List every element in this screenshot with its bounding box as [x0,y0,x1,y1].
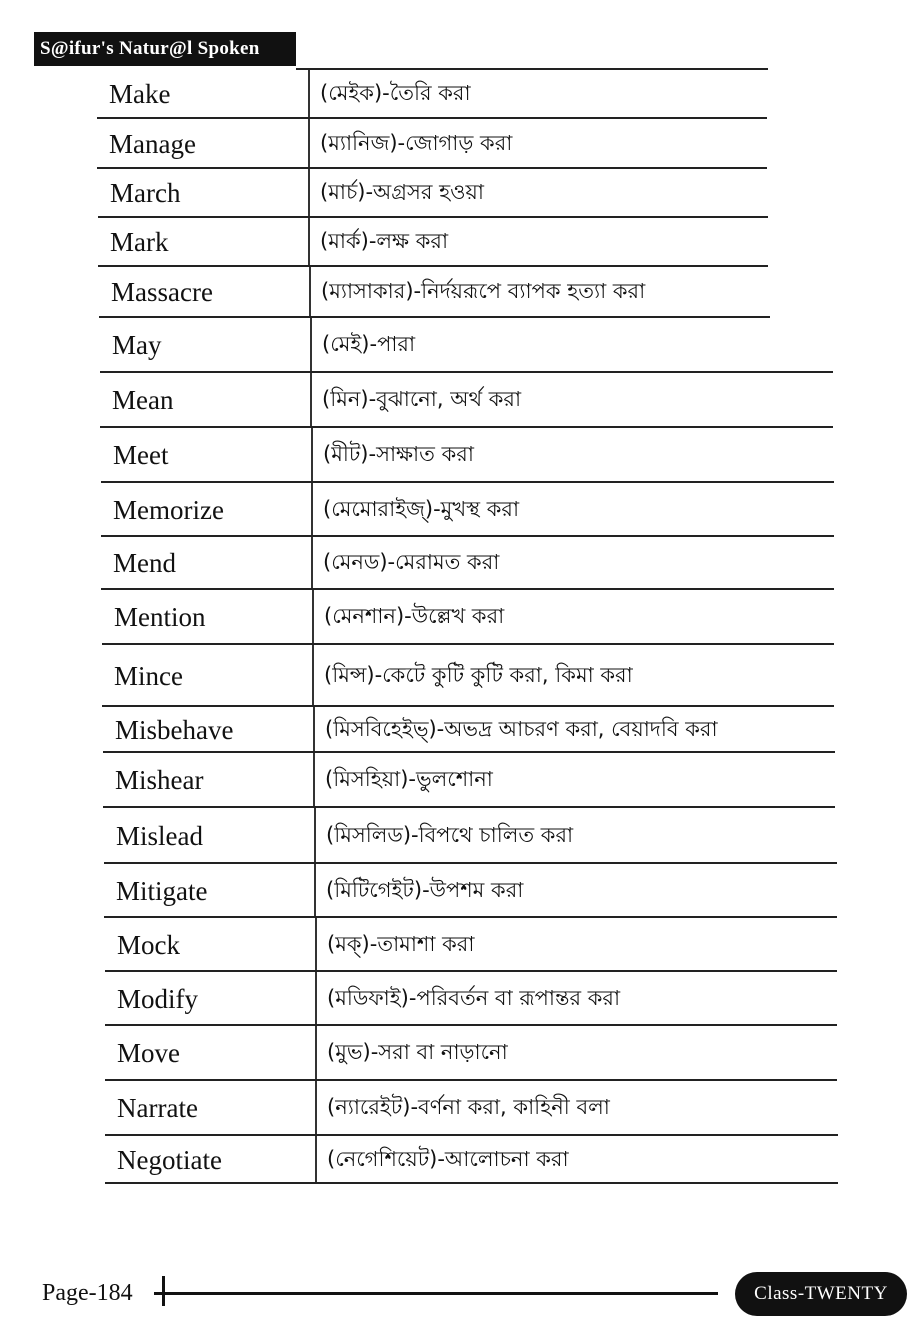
column-divider [310,373,312,428]
vocab-row [97,119,767,169]
vocab-word: Mince [114,660,183,691]
book-title-badge: S@ifur's Natur@l Spoken [34,32,296,66]
vocab-row [102,645,834,707]
vocab-meaning: (মার্ক)-লক্ষ করা [320,229,449,253]
vocab-row [105,1026,837,1081]
vocab-word: Make [109,79,171,109]
vocab-word: Mean [112,385,174,415]
vocab-row [101,428,834,483]
vocab-row [105,1136,838,1184]
vocab-meaning: (মেনশান)-উল্লেখ করা [324,604,505,628]
vocab-meaning: (ম্যানিজ)-জোগাড় করা [320,130,513,155]
vocab-meaning: (মিন)-বুঝানো, অর্থ করা [322,387,522,411]
row-rule [105,1182,838,1184]
vocab-meaning: (ম্যাসাকার)-নির্দয়রূপে ব্যাপক হত্যা করা [321,279,646,303]
column-divider [310,318,312,373]
column-divider [315,1026,317,1081]
vocab-row [101,483,834,537]
vocab-meaning: (মিসলিড)-বিপথে চালিত করা [326,822,574,847]
vocab-meaning: (মীট)-সাক্ষাত করা [323,442,474,466]
vocab-row [104,864,837,918]
vocab-row [103,753,835,808]
vocab-row [103,707,835,753]
vocab-row [98,169,768,218]
vocab-meaning: (মেনড)-মেরামত করা [323,550,500,574]
column-divider [308,169,310,218]
vocab-word: Modify [117,983,198,1014]
footer-cross-mark [154,1276,174,1306]
vocab-word: Meet [113,440,169,470]
column-divider [311,537,313,590]
column-divider [312,590,314,645]
column-divider [313,753,315,808]
vocab-meaning: (ন্যারেইট)-বর্ণনা করা, কাহিনী বলা [327,1095,610,1119]
vocab-row [104,808,837,864]
vocab-row [102,590,834,645]
vocab-meaning: (মুভ)-সরা বা নাড়ানো [327,1040,508,1064]
footer-rule [172,1292,718,1295]
vocab-word: Massacre [111,277,213,307]
column-divider [308,119,310,169]
vocab-word: Mark [110,227,169,257]
vocab-word: Mitigate [116,875,208,906]
vocab-meaning: (মেই)-পারা [322,332,416,356]
vocab-word: Manage [109,128,196,159]
vocab-meaning: (মেমোরাইজ্)-মুখস্থ করা [323,496,520,521]
column-divider [314,808,316,864]
vocab-word: March [110,178,181,208]
vocab-meaning: (নেগেশিয়েট)-আলোচনা করা [327,1146,569,1171]
vocab-row [101,537,834,590]
vocab-word: Mishear [115,765,204,795]
vocab-meaning: (মক্)-তামাশা করা [327,931,475,956]
vocab-row [105,972,837,1026]
vocab-word: Mention [114,602,206,632]
vocab-row [100,318,833,373]
vocab-meaning: (মেইক)-তৈরি করা [320,81,471,105]
vocab-row [98,218,768,267]
column-divider [315,1136,317,1184]
column-divider [308,70,310,119]
vocab-meaning: (মিসহিয়া)-ভুলশোনা [325,767,493,791]
vocab-meaning: (মডিফাই)-পরিবর্তন বা রূপান্তর করা [327,985,621,1010]
vocab-meaning: (মার্চ)-অগ্রসর হওয়া [320,180,485,204]
page-number: Page-184 [42,1280,133,1306]
vocab-word: Misbehave [115,714,234,745]
column-divider [315,1081,317,1136]
vocab-row [97,70,767,119]
column-divider [314,864,316,918]
vocab-word: May [112,330,162,360]
column-divider [309,267,311,318]
vocab-word: Mend [113,548,176,578]
column-divider [311,428,313,483]
vocab-word: Mislead [116,820,203,851]
vocab-row [105,918,837,972]
vocab-word: Move [117,1038,180,1068]
vocab-meaning: (মিসবিহেইভ্)-অভদ্র আচরণ করা, বেয়াদবি করা [325,716,718,741]
vocab-row [99,267,770,318]
vocab-word: Negotiate [117,1144,222,1175]
class-badge: Class-TWENTY [735,1272,907,1316]
vocab-word: Memorize [113,494,224,525]
vocab-meaning: (মিটিগেইট)-উপশম করা [326,877,524,902]
column-divider [312,645,314,707]
vocab-meaning: (মিন্স)-কেটে কুটি কুটি করা, কিমা করা [324,662,633,687]
vocab-row [100,373,833,428]
vocab-row [105,1081,838,1136]
column-divider [311,483,313,537]
column-divider [315,972,317,1026]
column-divider [308,218,310,267]
vocab-word: Mock [117,929,180,960]
column-divider [315,918,317,972]
vocab-word: Narrate [117,1093,198,1123]
column-divider [313,707,315,753]
